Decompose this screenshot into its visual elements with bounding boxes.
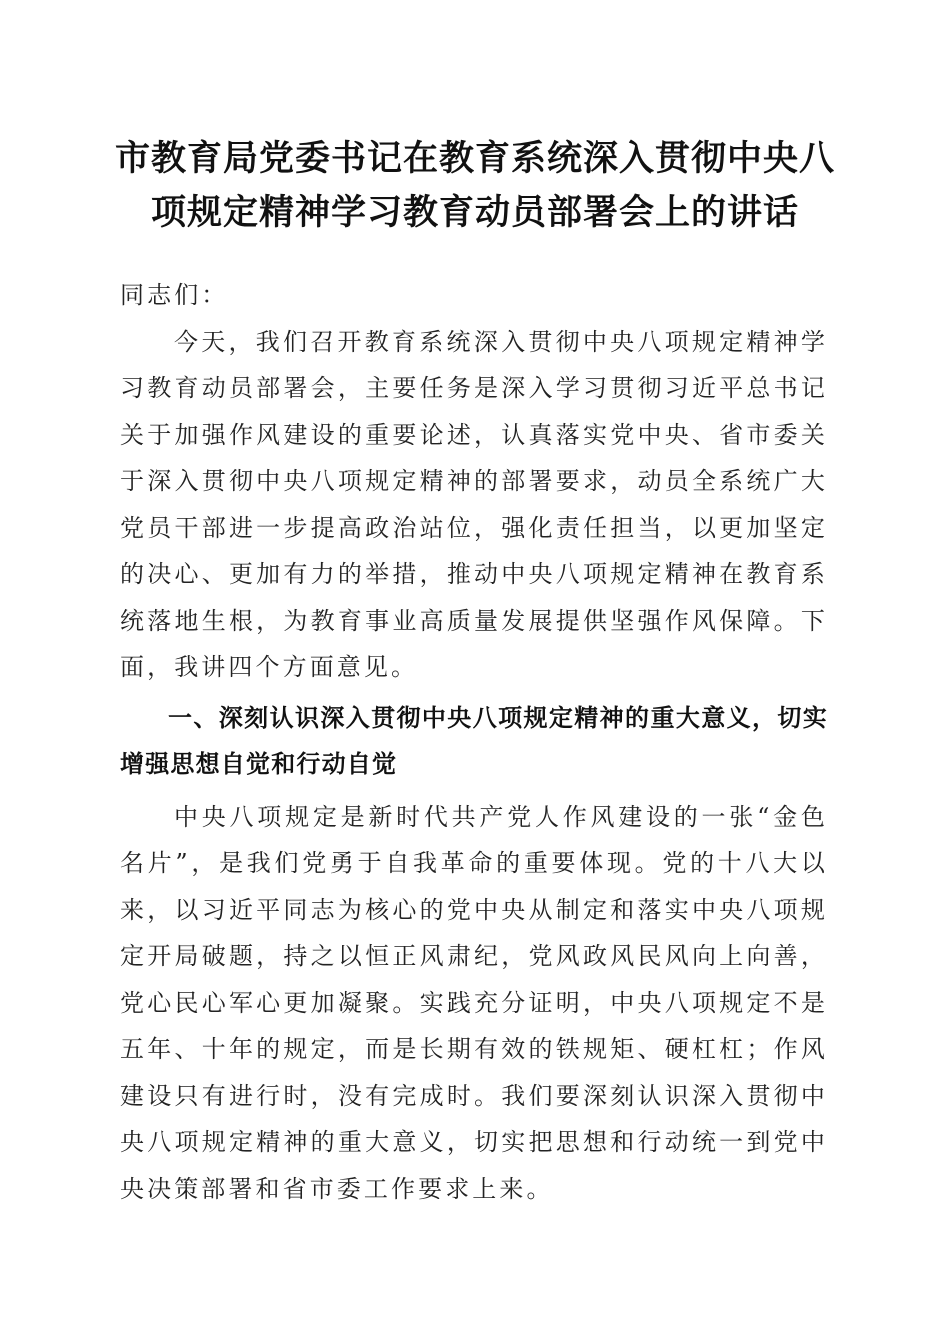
paragraph-section-1: 中央八项规定是新时代共产党人作风建设的一张“金色名片”，是我们党勇于自我革命的重要体现。党的十八大以来，以习近平同志为核心的党中央从制定和落实中央八项规定开局破题，持之以恒正风肃纪，党风政风民风向上向善，党心民心军心更加凝聚。实践充分证明，中央八项规定不是五年、十年的规定，而是长期有效的铁规矩、硬杠杠；作风建设只有进行时，没有完成时。我们要深刻认识深入贯彻中央八项规定精神的重大意义，切实把思想和行动统一到党中央决策部署和省市委工作要求上来。 (120, 802, 828, 1203)
section-heading-1: 一、深刻认识深入贯彻中央八项规定精神的重大意义，切实增强思想自觉和行动自觉 (120, 703, 828, 778)
document-body (120, 272, 828, 1212)
greeting: 同志们： (120, 281, 229, 309)
paragraph-intro: 今天，我们召开教育系统深入贯彻中央八项规定精神学习教育动员部署会，主要任务是深入学习贯彻习近平总书记关于加强作风建设的重要论述，认真落实党中央、省市委关于深入贯彻中央八项规定精神的部署要求，动员全系统广大党员干部进一步提高政治站位，强化责任担当，以更加坚定的决心、更加有力的举措，推动中央八项规定精神在教育系统落地生根，为教育事业高质量发展提供坚强作风保障。下面，我讲四个方面意见。 (120, 327, 828, 681)
title-line-1: 市教育局党委书记在教育系统深入贯彻中央八 (114, 138, 835, 179)
document-title (100, 132, 850, 240)
title-line-2: 项规定精神学习教育动员部署会上的讲话 (150, 192, 799, 233)
